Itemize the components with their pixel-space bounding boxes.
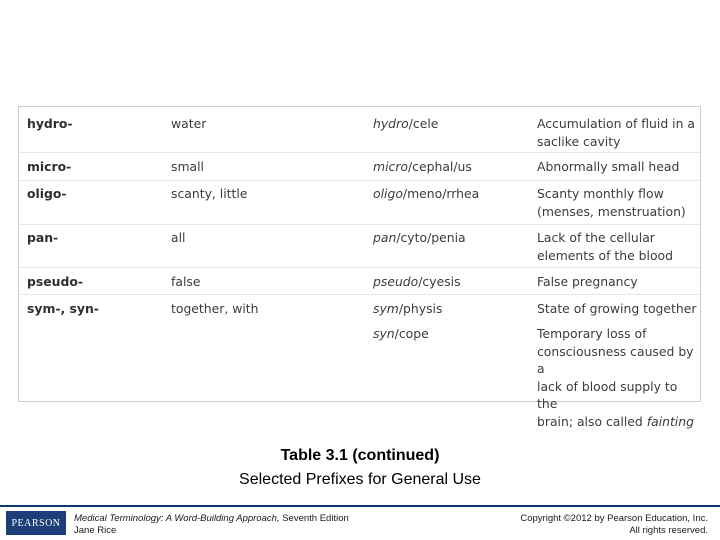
example-cell: pseudo/cyesis xyxy=(373,274,461,289)
meaning-cell: water xyxy=(171,116,207,131)
meaning-cell: small xyxy=(171,159,205,174)
rights-text: All rights reserved. xyxy=(629,525,708,536)
example-cell: sym/physis xyxy=(373,301,443,316)
table-caption-subtitle: Selected Prefixes for General Use xyxy=(239,471,481,488)
table-row xyxy=(19,224,700,263)
example-cell: micro/cephal/us xyxy=(373,159,472,174)
example-cell: syn/cope xyxy=(373,326,429,341)
example-cell: oligo/meno/rrhea xyxy=(373,186,480,201)
meaning-cell: scanty, little xyxy=(171,186,248,201)
table-row xyxy=(19,294,700,316)
book-author: Jane Rice xyxy=(74,525,117,536)
table-row xyxy=(19,267,700,289)
prefix-cell: pan- xyxy=(27,230,59,245)
book-title: Medical Terminology: A Word-Building Approach, xyxy=(74,513,280,524)
prefix-cell: oligo- xyxy=(27,186,67,201)
meaning-cell: together, with xyxy=(171,301,259,316)
prefix-cell: sym-, syn- xyxy=(27,301,99,316)
example-cell: pan/cyto/penia xyxy=(373,230,466,245)
definition-cell: Scanty monthly flow (menses, menstruation) xyxy=(537,186,686,219)
table-row xyxy=(19,180,700,219)
table-caption-title: Table 3.1 (continued) xyxy=(280,447,440,464)
book-edition: Seventh Edition xyxy=(279,513,349,524)
meaning-cell: all xyxy=(171,230,186,245)
footer-copyright xyxy=(520,513,708,537)
meaning-cell: false xyxy=(171,274,201,289)
prefix-cell: hydro- xyxy=(27,116,73,131)
example-cell: hydro/cele xyxy=(373,116,439,131)
prefix-cell: pseudo- xyxy=(27,274,83,289)
prefix-table xyxy=(18,106,701,429)
pearson-logo: PEARSON xyxy=(6,511,66,535)
definition-cell: Lack of the cellular elements of the blood xyxy=(537,230,673,263)
definition-cell: Temporary loss of consciousness caused by a lack of blood supply to the brain; also called fainting xyxy=(537,326,694,429)
definition-cell: Abnormally small head xyxy=(537,159,680,174)
table-row xyxy=(19,152,700,174)
prefix-cell: micro- xyxy=(27,159,72,174)
definition-cell: Accumulation of fluid in a saclike cavity xyxy=(537,116,695,149)
definition-cell: False pregnancy xyxy=(537,274,638,289)
footer-divider xyxy=(0,505,720,507)
copyright-text: Copyright ©2012 by Pearson Education, Inc. xyxy=(520,513,708,524)
footer-book-info xyxy=(74,513,349,537)
definition-cell: State of growing together xyxy=(537,301,697,316)
